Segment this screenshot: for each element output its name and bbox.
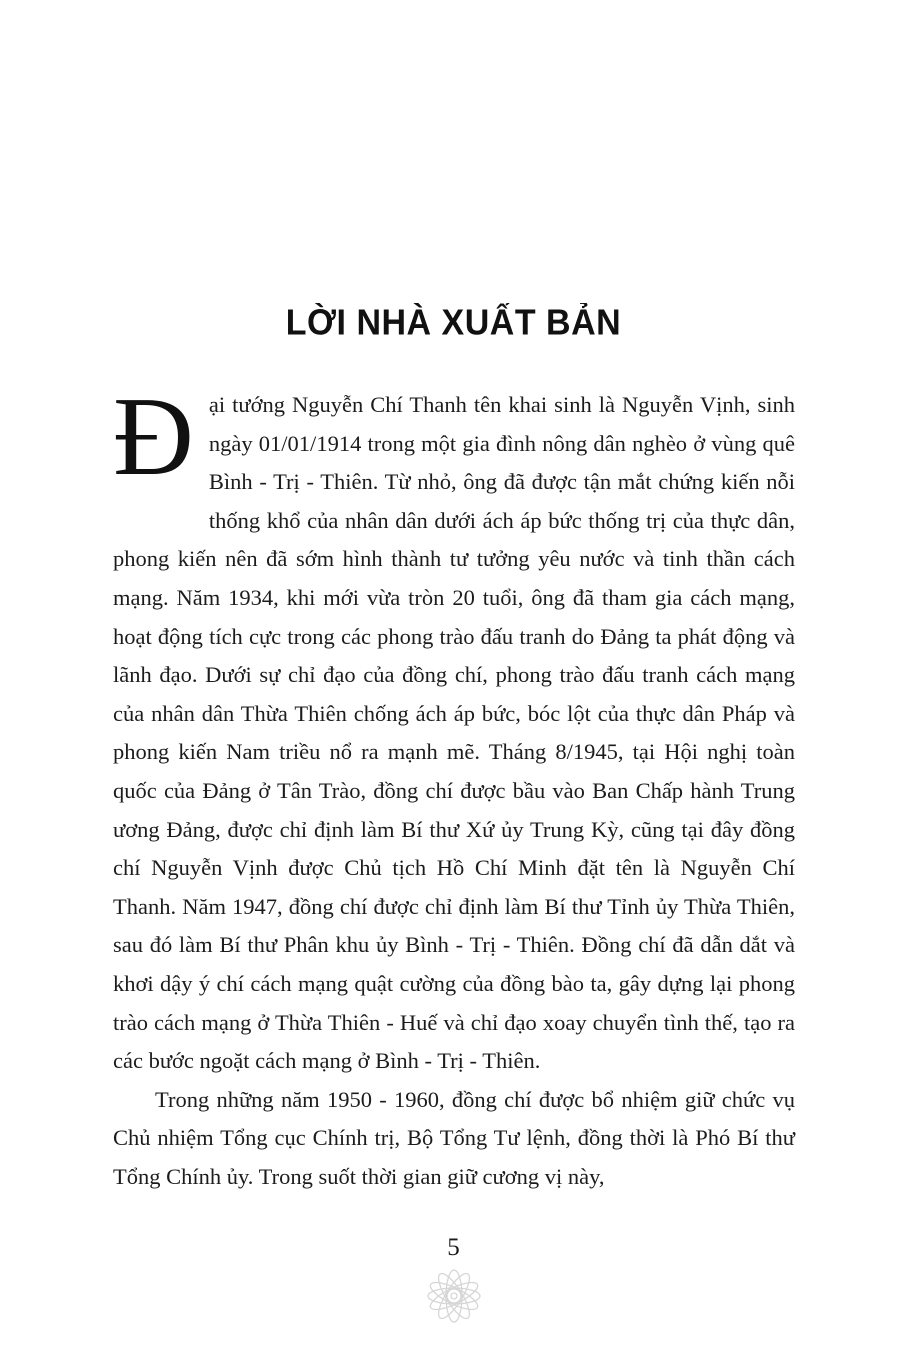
paragraph-1-text: ại tướng Nguyễn Chí Thanh tên khai sinh là Nguyễn Vịnh, sinh ngày 01/01/1914 trong một gia đình nông dân nghèo ở vùng quê Bình - Trị - Thiên. Từ nhỏ, ông đã được tận mắt chứng kiến nỗi thống khổ của nhân dân dưới ách áp bức thống trị của thực dân, phong kiến nên đã sớm hình thành tư tưởng yêu nước và tinh thần cách mạng. Năm 1934, khi mới vừa tròn 20 tuổi, ông đã tham gia cách mạng, hoạt động tích cực trong các phong trào đấu tranh do Đảng ta phát động và lãnh đạo. Dưới sự chỉ đạo của đồng chí, phong trào đấu tranh cách mạng của nhân dân Thừa Thiên chống ách áp bức, bóc lột của thực dân Pháp và phong kiến Nam triều nổ ra mạnh mẽ. Tháng 8/1945, tại Hội nghị toàn quốc của Đảng ở Tân Trào, đồng chí được bầu vào Ban Chấp hành Trung ương Đảng, được chỉ định làm Bí thư Xứ ủy Trung Kỳ, cũng tại đây đồng chí Nguyễn Vịnh được Chủ tịch Hồ Chí Minh đặt tên là Nguyễn Chí Thanh. Năm 1947, đồng chí được chỉ định làm Bí thư Tỉnh ủy Thừa Thiên, sau đó làm Bí thư Phân khu ủy Bình - Trị - Thiên. Đồng chí đã dẫn dắt và khơi dậy ý chí cách mạng quật cường của đồng bào ta, gây dựng lại phong trào cách mạng ở Thừa Thiên - Huế và chỉ đạo xoay chuyển tình thế, tạo ra các bước ngoặt cách mạng ở Bình - Trị - Thiên. xyxy=(113,392,795,1074)
lotus-ornament-icon xyxy=(399,1262,509,1343)
body-text xyxy=(113,375,795,1196)
paragraph-2: Trong những năm 1950 - 1960, đồng chí được bổ nhiệm giữ chức vụ Chủ nhiệm Tổng cục Chính trị, Bộ Tổng Tư lệnh, đồng thời là Phó Bí thư Tổng Chính ủy. Trong suốt thời gian giữ cương vị này, xyxy=(113,1086,795,1189)
page-title: LỜI NHÀ XUẤT BẢN xyxy=(285,302,622,343)
paragraph-1 xyxy=(113,375,795,1081)
page-number: 5 xyxy=(447,1234,460,1261)
drop-cap: Đ xyxy=(113,375,194,499)
